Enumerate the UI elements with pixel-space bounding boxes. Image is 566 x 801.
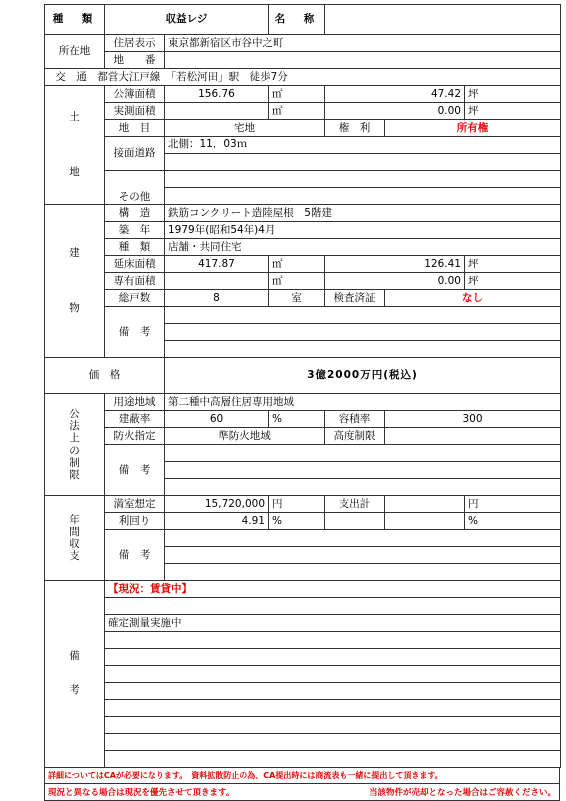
property-table	[44, 4, 561, 768]
notes-status: 【現況：賃貸中】	[105, 581, 561, 598]
expense-value	[385, 496, 465, 513]
fire-zone-value: 準防火地域	[165, 428, 325, 445]
registered-area-value: 156.76	[165, 86, 269, 103]
land-other-label: その他	[105, 171, 165, 205]
surveyed-area-label: 実測面積	[105, 103, 165, 120]
address-display-value: 東京都新宿区市谷中之町	[165, 35, 561, 52]
exclusive-tsubo-value: 0.00	[325, 273, 465, 290]
restrictions-remarks-blank-2	[165, 462, 561, 479]
land-other-blank-2	[165, 188, 561, 205]
income-label	[45, 496, 105, 581]
footer-sold-notice: 当該物件が売却となった場合はご容赦ください。	[368, 788, 556, 798]
notes-line-5	[105, 649, 561, 666]
land-label-bottom: 地	[69, 165, 80, 178]
height-limit-label: 高度制限	[325, 428, 385, 445]
floor-area-value: 417.87	[165, 256, 269, 273]
lot-number-value	[165, 52, 561, 69]
yield-value: 4.91	[165, 513, 269, 530]
yield-blank-1	[325, 513, 385, 530]
exclusive-area-unit: ㎡	[269, 273, 325, 290]
yield-unit: %	[269, 513, 325, 530]
building-remarks-blank-1	[165, 307, 561, 324]
inspection-value: なし	[385, 290, 561, 307]
transport-label: 交 通	[55, 70, 87, 83]
structure-value: 鉄筋コンクリート造陸屋根 5階建	[165, 205, 561, 222]
notes-line-8	[105, 700, 561, 717]
coverage-label: 建蔽率	[105, 411, 165, 428]
built-year-label: 築 年	[105, 222, 165, 239]
exclusive-area-value	[165, 273, 269, 290]
footer-line-1	[44, 768, 560, 784]
surveyed-area-value	[165, 103, 269, 120]
registered-tsubo-unit: 坪	[465, 86, 561, 103]
full-occupancy-label: 満室想定	[105, 496, 165, 513]
building-remarks-label: 備 考	[105, 307, 165, 358]
coverage-value: 60	[165, 411, 269, 428]
price-label: 価 格	[45, 358, 165, 394]
land-category-label: 地 目	[105, 120, 165, 137]
building-remarks-blank-3	[165, 341, 561, 358]
name-value	[325, 5, 561, 35]
property-sheet	[44, 4, 560, 796]
zoning-label: 用途地域	[105, 394, 165, 411]
restrictions-remarks-label: 備 考	[105, 445, 165, 496]
restrictions-remarks-blank-1	[165, 445, 561, 462]
restrictions-remarks-blank-3	[165, 479, 561, 496]
expense-label: 支出計	[325, 496, 385, 513]
surveyed-tsubo-unit: 坪	[465, 103, 561, 120]
far-value: 300	[385, 411, 561, 428]
income-label-text: 年間収支	[69, 513, 80, 563]
land-section-label	[45, 86, 105, 205]
name-label: 名 称	[269, 5, 325, 35]
floor-area-unit: ㎡	[269, 256, 325, 273]
yield-unit-2: %	[465, 513, 561, 530]
footer-line-2	[44, 784, 560, 801]
income-remarks-blank-3	[165, 564, 561, 581]
building-label-bottom: 物	[69, 301, 80, 314]
units-label: 総戸数	[105, 290, 165, 307]
yield-label: 利回り	[105, 513, 165, 530]
transport-value: 都営大江戸線 「若松河田」駅 徒歩7分	[97, 70, 288, 83]
exclusive-area-label: 専有面積	[105, 273, 165, 290]
full-occupancy-unit: 円	[269, 496, 325, 513]
units-value: 8	[165, 290, 269, 307]
building-type-value: 店舗・共同住宅	[165, 239, 561, 256]
lot-number-label: 地 番	[105, 52, 165, 69]
height-limit-value	[385, 428, 561, 445]
transport-row	[45, 69, 561, 86]
notes-line-6	[105, 666, 561, 683]
far-label: 容積率	[325, 411, 385, 428]
land-rights-value: 所有権	[385, 120, 561, 137]
footer-ca-notice: 詳細についてはCAが必要になります。 資料拡散防止の為、CA提出時には商流表も一緒に提出して頂きます。	[48, 771, 443, 780]
registered-area-label: 公簿面積	[105, 86, 165, 103]
address-display-label: 住居表示	[105, 35, 165, 52]
building-type-label: 種 類	[105, 239, 165, 256]
inspection-label: 検査済証	[325, 290, 385, 307]
notes-line-11	[105, 751, 561, 768]
registered-tsubo-value: 47.42	[325, 86, 465, 103]
fire-zone-label: 防火指定	[105, 428, 165, 445]
notes-line-10	[105, 734, 561, 751]
notes-label-text: 備考	[69, 650, 80, 696]
coverage-unit: %	[269, 411, 325, 428]
income-remarks-blank-1	[165, 530, 561, 547]
zoning-value: 第二種中高層住居専用地域	[165, 394, 561, 411]
surveyed-area-unit: ㎡	[269, 103, 325, 120]
registered-area-unit: ㎡	[269, 86, 325, 103]
floor-area-label: 延床面積	[105, 256, 165, 273]
building-remarks-blank-2	[165, 324, 561, 341]
full-occupancy-value: 15,720,000	[165, 496, 269, 513]
land-rights-label: 権 利	[325, 120, 385, 137]
notes-line-2	[105, 598, 561, 615]
building-section-label	[45, 205, 105, 358]
notes-survey: 確定測量実施中	[105, 615, 561, 632]
surveyed-tsubo-value: 0.00	[325, 103, 465, 120]
expense-unit: 円	[465, 496, 561, 513]
road-value: 北側：11．03ｍ	[165, 137, 561, 154]
land-category-value: 宅地	[165, 120, 325, 137]
exclusive-tsubo-unit: 坪	[465, 273, 561, 290]
type-value: 収益レジ	[105, 5, 269, 35]
built-year-value: 1979年(昭和54年)4月	[165, 222, 561, 239]
income-remarks-label: 備 考	[105, 530, 165, 581]
yield-blank-2	[385, 513, 465, 530]
road-blank	[165, 154, 561, 171]
income-remarks-blank-2	[165, 547, 561, 564]
location-label: 所在地	[45, 35, 105, 69]
floor-tsubo-value: 126.41	[325, 256, 465, 273]
notes-line-4	[105, 632, 561, 649]
building-label-top: 建	[69, 247, 80, 260]
restrictions-label-text: 公法上の制限	[69, 408, 80, 481]
units-unit: 室	[269, 290, 325, 307]
notes-line-9	[105, 717, 561, 734]
land-other-blank-1	[165, 171, 561, 188]
price-value: 3億2000万円(税込)	[165, 358, 561, 394]
notes-section-label	[45, 581, 105, 768]
restrictions-label	[45, 394, 105, 496]
footer-current-state-notice: 現況と異なる場合は現況を優先させて頂きます。	[48, 788, 235, 798]
road-label: 接面道路	[105, 137, 165, 171]
land-label-top: 土	[69, 111, 80, 124]
structure-label: 構 造	[105, 205, 165, 222]
floor-tsubo-unit: 坪	[465, 256, 561, 273]
notes-line-7	[105, 683, 561, 700]
type-label: 種 類	[45, 5, 105, 35]
